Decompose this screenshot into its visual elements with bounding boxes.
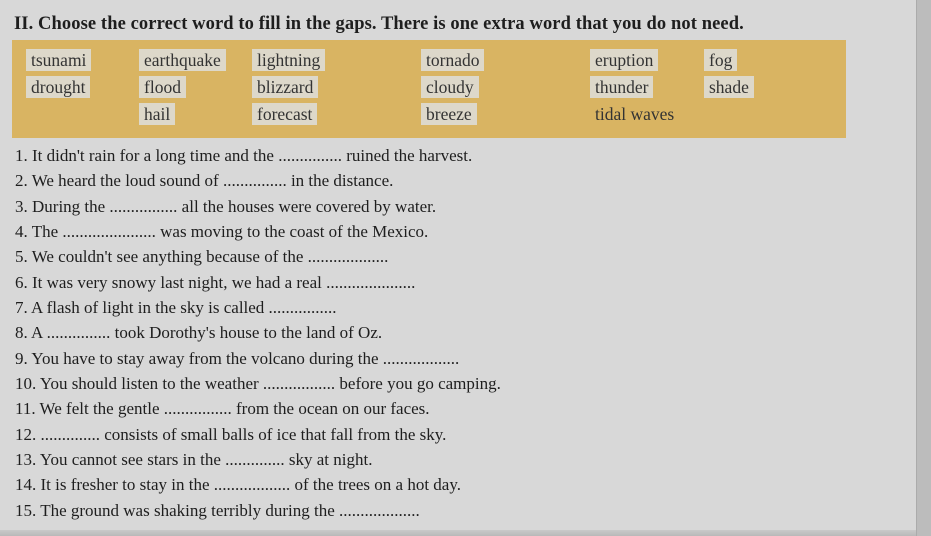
- word-bank-item: shade: [704, 76, 754, 98]
- sentence-item: 7. A flash of light in the sky is called ................: [15, 298, 337, 318]
- word-bank-item: cloudy: [421, 76, 479, 98]
- word-bank-item: earthquake: [139, 49, 226, 71]
- word-bank: [12, 40, 846, 138]
- word-bank-item: flood: [139, 76, 186, 98]
- sentence-item: 2. We heard the loud sound of ............... in the distance.: [15, 171, 394, 191]
- sentence-item: 8. A ............... took Dorothy's house to the land of Oz.: [15, 323, 383, 343]
- sentence-item: 14. It is fresher to stay in the .................. of the trees on a hot day.: [15, 475, 461, 495]
- word-bank-item: lightning: [252, 49, 325, 71]
- sentence-item: 12. .............. consists of small balls of ice that fall from the sky.: [15, 424, 447, 444]
- sentence-item: 11. We felt the gentle ................ from the ocean on our faces.: [15, 399, 430, 419]
- exercise-heading: II. Choose the correct word to fill in the gaps. There is one extra word that you do not need.: [14, 14, 744, 34]
- word-bank-item: fog: [704, 49, 737, 71]
- word-bank-item: tsunami: [26, 49, 91, 71]
- word-bank-item: eruption: [590, 49, 658, 71]
- sentence-item: 4. The ...................... was moving to the coast of the Mexico.: [15, 222, 429, 242]
- sentence-item: 15. The ground was shaking terribly during the ...................: [15, 500, 420, 520]
- sentence-item: 13. You cannot see stars in the .............. sky at night.: [15, 450, 373, 470]
- word-bank-item: tornado: [421, 49, 484, 71]
- sentence-item: 6. It was very snowy last night, we had a real .....................: [15, 272, 416, 292]
- word-bank-item: forecast: [252, 103, 317, 125]
- sentence-item: 10. You should listen to the weather ................. before you go camping.: [15, 374, 501, 394]
- sentence-item: 9. You have to stay away from the volcano during the ..................: [15, 348, 460, 368]
- word-bank-item: tidal waves: [595, 104, 675, 124]
- sentence-item: 5. We couldn't see anything because of the ...................: [15, 247, 389, 267]
- page-right-edge: [916, 0, 931, 536]
- word-bank-item: blizzard: [252, 76, 318, 98]
- sentence-list: [15, 143, 501, 523]
- word-bank-item: breeze: [421, 103, 477, 125]
- word-bank-item: hail: [139, 103, 175, 125]
- sentence-item: 3. During the ................ all the houses were covered by water.: [15, 196, 437, 216]
- page-bottom-edge: [0, 530, 916, 536]
- sentence-item: 1. It didn't rain for a long time and the ............... ruined the harvest.: [15, 146, 473, 165]
- word-bank-item: thunder: [590, 76, 653, 98]
- word-bank-item: drought: [26, 76, 90, 98]
